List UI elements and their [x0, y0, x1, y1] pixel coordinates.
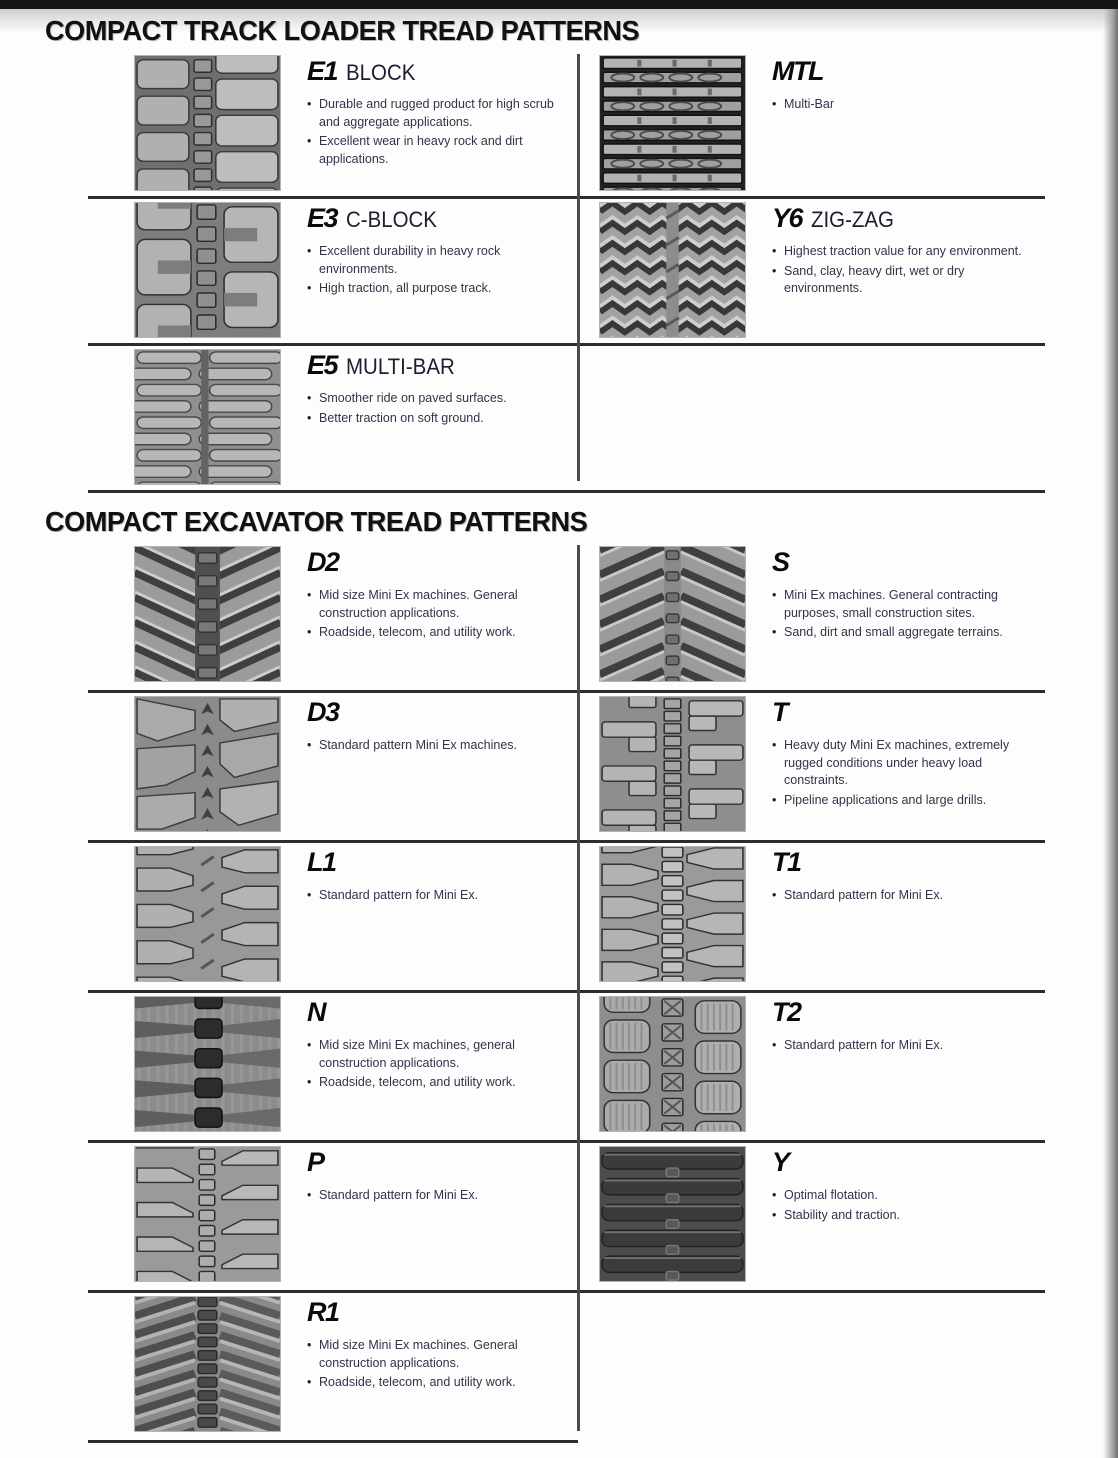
tread-code: P	[307, 1147, 324, 1177]
tread-entry-info	[307, 997, 569, 1094]
section-grid	[88, 52, 1045, 493]
e1-block-tread-image	[135, 56, 280, 190]
tread-title-row	[772, 997, 1034, 1028]
bullet-item: • Stability and traction.	[772, 1207, 1034, 1225]
s-tread-image	[600, 547, 745, 681]
tread-entry-info	[307, 203, 569, 300]
tread-entry-d3	[88, 693, 578, 843]
page-edge-shadow	[1103, 0, 1118, 1458]
tread-entry-p	[88, 1143, 578, 1293]
bullet-item: • Standard pattern Mini Ex machines.	[307, 737, 569, 755]
tread-bullets	[772, 887, 1034, 905]
tread-code: L1	[307, 847, 336, 877]
tread-entry-y6	[578, 199, 1045, 346]
tread-bullets	[307, 587, 569, 642]
bullet-item: • Standard pattern for Mini Ex.	[307, 1187, 569, 1205]
tread-title-row	[772, 847, 1034, 878]
tread-title-row	[307, 697, 569, 728]
tread-title-row	[307, 1297, 569, 1328]
bullet-item: • Multi-Bar	[772, 96, 1034, 114]
tread-entry-s	[578, 543, 1045, 693]
top-bar	[0, 0, 1118, 9]
tread-bullets	[307, 96, 569, 168]
bullet-item: • Mini Ex machines. General contracting purposes, small construction sites.	[772, 587, 1034, 622]
tread-title-row	[772, 697, 1034, 728]
bullet-item: • Durable and rugged product for high scrub and aggregate applications.	[307, 96, 569, 131]
bullet-item: • Optimal flotation.	[772, 1187, 1034, 1205]
tread-entry-info	[307, 350, 569, 429]
e3-cblock-tread-image	[135, 203, 280, 337]
bullet-item: • Sand, clay, heavy dirt, wet or dry environments.	[772, 263, 1034, 298]
section-body	[88, 543, 1045, 1443]
tread-entry-info	[772, 997, 1034, 1057]
tread-bullets	[772, 243, 1034, 298]
tread-title-row	[307, 350, 569, 381]
bullet-item: • Better traction on soft ground.	[307, 410, 569, 428]
tread-code: D2	[307, 547, 339, 577]
tread-title-row	[307, 547, 569, 578]
mtl-tread-image	[600, 56, 745, 190]
bullet-item: • Standard pattern for Mini Ex.	[772, 1037, 1034, 1055]
tread-code: E3	[307, 203, 338, 233]
tread-section	[0, 15, 1118, 493]
tread-title-row	[307, 56, 569, 87]
tread-entry-info	[307, 1147, 569, 1207]
tread-code: E1	[307, 56, 338, 86]
tread-code: S	[772, 547, 789, 577]
tread-code: T1	[772, 847, 801, 877]
tread-bullets	[307, 390, 569, 427]
tread-bullets	[307, 737, 569, 755]
tread-entry-info	[307, 547, 569, 644]
bullet-item: • Mid size Mini Ex machines. General construction applications.	[307, 587, 569, 622]
empty-cell	[578, 1293, 1045, 1443]
tread-code: T2	[772, 997, 801, 1027]
bullet-item: • Mid size Mini Ex machines, general construction applications.	[307, 1037, 569, 1072]
tread-bullets	[307, 1337, 569, 1392]
tread-entry-t	[578, 693, 1045, 843]
t2-tread-image	[600, 997, 745, 1131]
empty-cell	[578, 346, 1045, 493]
tread-code: D3	[307, 697, 339, 727]
tread-subtitle: C-BLOCK	[346, 207, 437, 232]
bullet-item: • Sand, dirt and small aggregate terrains.	[772, 624, 1034, 642]
tread-entry-info	[307, 697, 569, 757]
tread-entry-r1	[88, 1293, 578, 1443]
tread-entry-mtl	[578, 52, 1045, 199]
tread-entry-info	[307, 56, 569, 170]
e5-multibar-tread-image	[135, 350, 280, 484]
tread-entry-info	[772, 547, 1034, 644]
tread-bullets	[307, 1037, 569, 1092]
t1-tread-image	[600, 847, 745, 981]
bullet-item: • Standard pattern for Mini Ex.	[307, 887, 569, 905]
tread-bullets	[772, 1187, 1034, 1224]
p-tread-image	[135, 1147, 280, 1281]
tread-entry-info	[772, 847, 1034, 907]
bullet-item: • Excellent durability in heavy rock environments.	[307, 243, 569, 278]
tread-title-row	[772, 56, 1034, 87]
tread-entry-d2	[88, 543, 578, 693]
t-tread-image	[600, 697, 745, 831]
tread-code: E5	[307, 350, 338, 380]
tread-bullets	[307, 1187, 569, 1205]
tread-entry-t2	[578, 993, 1045, 1143]
tread-entry-l1	[88, 843, 578, 993]
bullet-item: • Roadside, telecom, and utility work.	[307, 1074, 569, 1092]
tread-entry-info	[307, 847, 569, 907]
tread-entry-info	[772, 697, 1034, 811]
tread-bullets	[307, 243, 569, 298]
tread-title-row	[307, 847, 569, 878]
tread-title-row	[772, 203, 1034, 234]
section-title: COMPACT TRACK LOADER TREAD PATTERNS	[45, 15, 640, 46]
tread-entry-info	[307, 1297, 569, 1394]
bullet-item: • High traction, all purpose track.	[307, 280, 569, 298]
column-divider	[577, 545, 580, 1431]
tread-code: N	[307, 997, 325, 1027]
tread-bullets	[307, 887, 569, 905]
bullet-item: • Mid size Mini Ex machines. General construction applications.	[307, 1337, 569, 1372]
tread-entry-n	[88, 993, 578, 1143]
tread-subtitle: ZIG-ZAG	[811, 207, 895, 232]
tread-section	[0, 506, 1118, 1443]
tread-subtitle: MULTI-BAR	[346, 354, 455, 379]
bullet-item: • Heavy duty Mini Ex machines, extremely rugged conditions under heavy load constraints.	[772, 737, 1034, 790]
section-grid	[88, 543, 1045, 1443]
tread-bullets	[772, 587, 1034, 642]
bullet-item: • Smoother ride on paved surfaces.	[307, 390, 569, 408]
tread-title-row	[772, 1147, 1034, 1178]
y-tread-image	[600, 1147, 745, 1281]
tread-entry-y	[578, 1143, 1045, 1293]
n-tread-image	[135, 997, 280, 1131]
d3-tread-image	[135, 697, 280, 831]
tread-entry-e5	[88, 346, 578, 493]
bullet-item: • Highest traction value for any environment.	[772, 243, 1034, 261]
r1-tread-image	[135, 1297, 280, 1431]
tread-entry-info	[772, 56, 1034, 116]
tread-entry-e1	[88, 52, 578, 199]
section-body	[88, 52, 1045, 493]
l1-tread-image	[135, 847, 280, 981]
tread-bullets	[772, 737, 1034, 809]
bullet-item: • Pipeline applications and large drills.	[772, 792, 1034, 810]
section-title: COMPACT EXCAVATOR TREAD PATTERNS	[45, 506, 588, 537]
tread-title-row	[307, 203, 569, 234]
bullet-item: • Roadside, telecom, and utility work.	[307, 624, 569, 642]
bullet-item: • Roadside, telecom, and utility work.	[307, 1374, 569, 1392]
column-divider	[577, 54, 580, 481]
bullet-item: • Excellent wear in heavy rock and dirt applications.	[307, 133, 569, 168]
tread-title-row	[307, 997, 569, 1028]
d2-tread-image	[135, 547, 280, 681]
tread-title-row	[772, 547, 1034, 578]
tread-entry-t1	[578, 843, 1045, 993]
tread-code: Y6	[772, 203, 803, 233]
tread-bullets	[772, 1037, 1034, 1055]
tread-code: MTL	[772, 56, 823, 86]
tread-bullets	[772, 96, 1034, 114]
tread-title-row	[307, 1147, 569, 1178]
tread-code: Y	[772, 1147, 789, 1177]
bullet-item: • Standard pattern for Mini Ex.	[772, 887, 1034, 905]
tread-entry-info	[772, 203, 1034, 300]
tread-entry-info	[772, 1147, 1034, 1226]
tread-subtitle: BLOCK	[346, 60, 416, 85]
y6-zigzag-tread-image	[600, 203, 745, 337]
tread-entry-e3	[88, 199, 578, 346]
tread-code: T	[772, 697, 787, 727]
tread-code: R1	[307, 1297, 339, 1327]
